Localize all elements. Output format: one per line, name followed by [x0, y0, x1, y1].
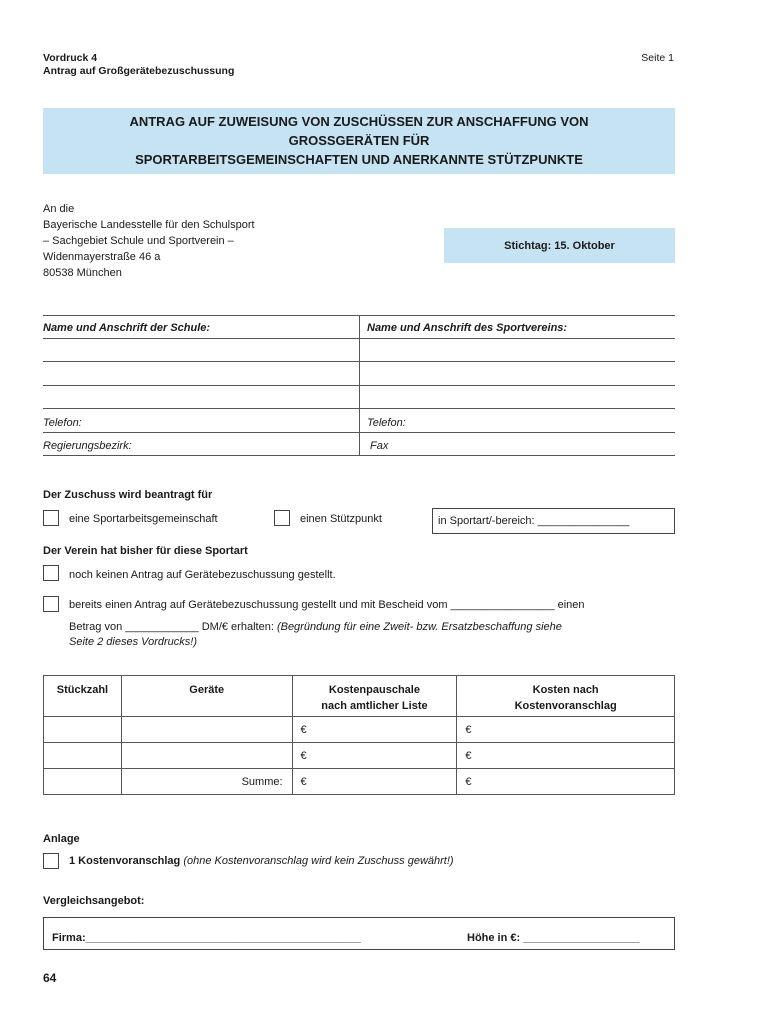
col-quantity: Stückzahl [44, 676, 122, 717]
form-header [43, 52, 234, 78]
address-line: An die [43, 203, 75, 215]
no-previous-label: noch keinen Antrag auf Gerätebezuschussung gestellt. [69, 569, 336, 581]
fax-label: Fax [370, 440, 389, 452]
col-flat-rate-line-2: nach amtlicher Liste [321, 700, 428, 712]
form-number: Vordruck 4 [43, 52, 98, 64]
already-applied-line-2 [69, 621, 562, 633]
district-label: Regierungsbezirk: [43, 440, 132, 452]
ag-label: eine Sportarbeitsgemeinschaft [69, 513, 218, 525]
quantity-cell[interactable] [44, 743, 122, 769]
divider [43, 338, 675, 339]
equipment-cell[interactable] [121, 743, 292, 769]
amount-text: Betrag von ____________ DM/€ erhalten: [69, 621, 274, 633]
district-field-line[interactable] [43, 455, 675, 456]
attachment-checkbox[interactable] [43, 853, 59, 869]
estimate-cell[interactable]: € [457, 717, 675, 743]
attachment-item [69, 855, 454, 867]
quantity-cell [44, 769, 122, 795]
table-row [44, 717, 675, 743]
document-title [43, 108, 675, 174]
form-title: Antrag auf Großgerätebezuschussung [43, 65, 235, 77]
equipment-cell[interactable] [121, 717, 292, 743]
address-line: Bayerische Landesstelle für den Schulsport [43, 219, 255, 231]
col-estimate [457, 676, 675, 717]
estimate-cell[interactable]: € [457, 743, 675, 769]
already-applied-line-1: bereits einen Antrag auf Gerätebezuschussung gestellt und mit Bescheid vom _________________ einen [69, 599, 585, 611]
table-sum-row [44, 769, 675, 795]
title-line-1: ANTRAG AUF ZUWEISUNG VON ZUSCHÜSSEN ZUR ANSCHAFFUNG VON [129, 114, 589, 129]
school-phone-label: Telefon: [43, 417, 82, 429]
deadline-badge: Stichtag: 15. Oktober [444, 228, 675, 263]
col-flat-rate [292, 676, 457, 717]
no-previous-checkbox[interactable] [43, 565, 59, 581]
ag-checkbox[interactable] [43, 510, 59, 526]
club-label: Name und Anschrift des Sportvereins: [367, 322, 568, 334]
comparison-box [43, 917, 675, 950]
school-address-line-3[interactable] [43, 408, 675, 409]
already-applied-line-3: Seite 2 dieses Vordrucks!) [69, 636, 197, 648]
school-address-line-1[interactable] [43, 361, 675, 362]
table-header-row [44, 676, 675, 717]
school-label: Name und Anschrift der Schule: [43, 322, 211, 334]
quantity-cell[interactable] [44, 717, 122, 743]
request-heading: Der Zuschuss wird beantragt für [43, 489, 213, 501]
club-phone-label: Telefon: [367, 417, 406, 429]
recipient-address [43, 201, 255, 281]
table-row [44, 743, 675, 769]
cost-table [43, 675, 675, 795]
col-flat-rate-line-1: Kostenpauschale [328, 684, 420, 696]
phone-field-line[interactable] [43, 432, 675, 433]
stuetzpunkt-label: einen Stützpunkt [300, 513, 382, 525]
address-line: Widenmayerstraße 46 a [43, 251, 161, 263]
title-line-2: GROSSGERÄTEN FÜR [288, 133, 430, 148]
sport-field[interactable]: in Sportart/-bereich: _______________ [432, 508, 675, 534]
amount-field[interactable]: Höhe in €: ___________________ [467, 932, 640, 944]
stuetzpunkt-checkbox[interactable] [274, 510, 290, 526]
col-estimate-line-2: Kostenvoranschlag [514, 700, 617, 712]
title-line-3: SPORTARBEITSGEMEINSCHAFTEN UND ANERKANNTE STÜTZPUNKTE [135, 152, 583, 167]
firm-field[interactable]: Firma:_____________________________________________ [52, 932, 361, 944]
flat-rate-cell[interactable]: € [292, 717, 457, 743]
estimate-sum-cell[interactable]: € [457, 769, 675, 795]
address-line: – Sachgebiet Schule und Sportverein – [43, 235, 234, 247]
flat-rate-sum-cell[interactable]: € [292, 769, 457, 795]
col-estimate-line-1: Kosten nach [532, 684, 599, 696]
school-address-line-2[interactable] [43, 385, 675, 386]
justification-note: (Begründung für eine Zweit- bzw. Ersatzbeschaffung siehe [276, 621, 562, 633]
already-applied-checkbox[interactable] [43, 596, 59, 612]
comparison-heading: Vergleichsangebot: [43, 895, 145, 907]
page-indicator: Seite 1 [641, 52, 674, 64]
sum-label: Summe: [121, 769, 292, 795]
attachment-note: (ohne Kostenvoranschlag wird kein Zuschuss gewährt!) [183, 855, 454, 867]
previous-heading: Der Verein hat bisher für diese Sportart [43, 545, 248, 557]
address-line: 80538 München [43, 267, 122, 279]
attachment-item-label: 1 Kostenvoranschlag [69, 855, 181, 867]
attachment-heading: Anlage [43, 833, 80, 845]
flat-rate-cell[interactable]: € [292, 743, 457, 769]
page-number: 64 [43, 971, 57, 985]
col-equipment: Geräte [121, 676, 292, 717]
